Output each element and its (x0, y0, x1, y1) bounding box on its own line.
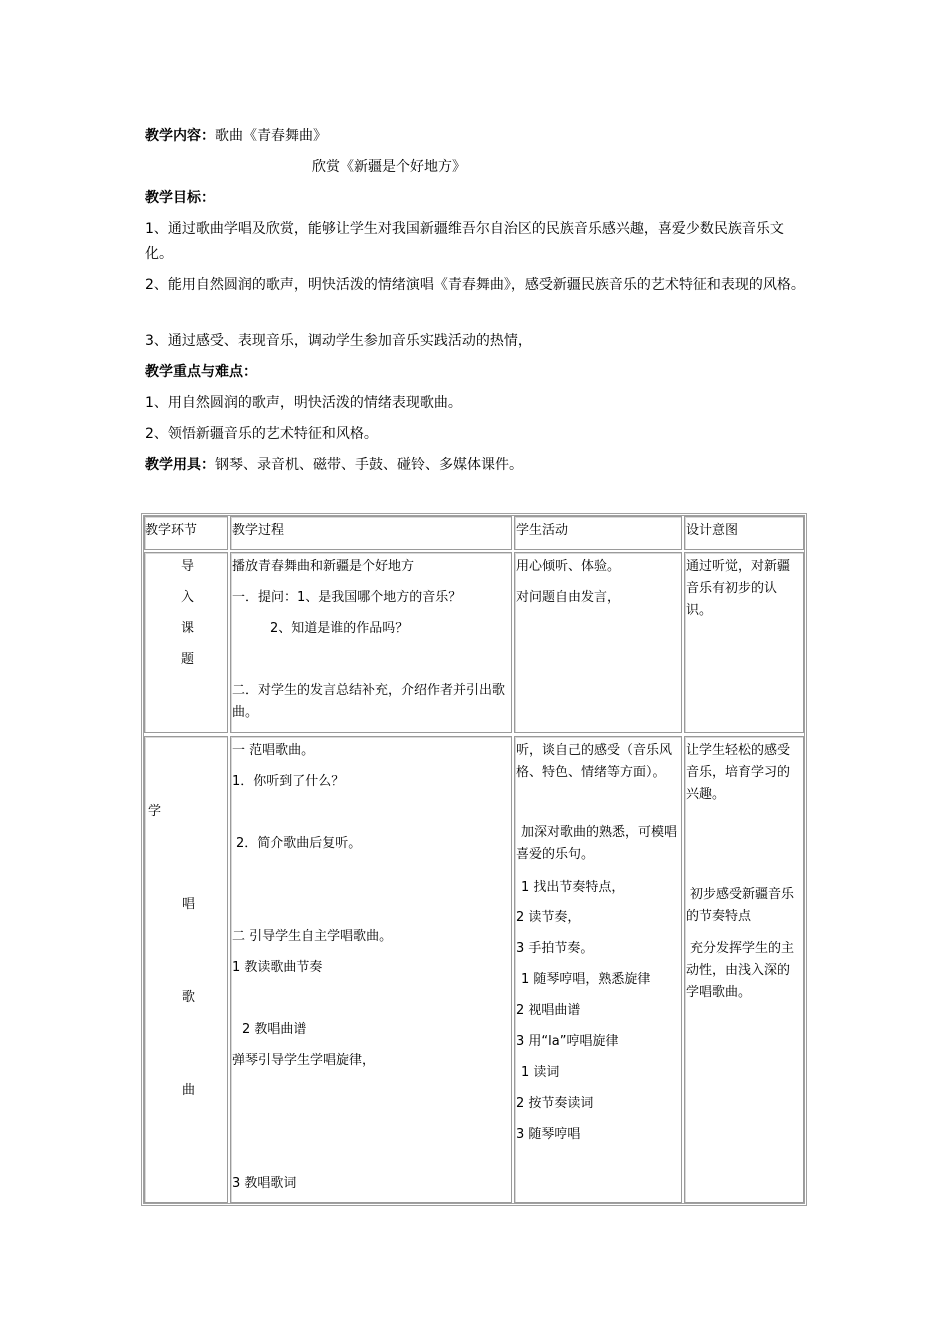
row1-process-line: 2、知道是谁的作品吗？ (270, 621, 409, 636)
row2-process-line: 2．简介歌曲后复听。 (236, 836, 362, 851)
content-value: 歌曲《青春舞曲》 (215, 128, 327, 144)
header-activity-label: 学生活动 (516, 523, 569, 538)
row2-process-line: 3 教唱歌词 (232, 1176, 297, 1191)
row1-stage-cell (144, 552, 228, 733)
goal-item-3: 3、通过感受、表现音乐，调动学生参加音乐实践活动的热情， (145, 333, 532, 349)
goal-item-1: 1、通过歌曲学唱及欣赏，能够让学生对我国新疆维吾尔自治区的民族音乐感兴趣，喜爱少数民族音乐文化。 (145, 221, 784, 262)
content-line (145, 124, 327, 149)
row2-stage-char: 学 (148, 804, 162, 819)
header-intent-label: 设计意图 (686, 523, 739, 538)
row2-activity-line: 2 读节奏， (516, 910, 581, 925)
row2-activity-line: 加深对歌曲的熟悉，可模唱喜爱的乐句。 (516, 825, 678, 862)
focus-heading: 教学重点与难点： (145, 364, 257, 380)
row2-process-line: 1．你听到了什么？ (232, 774, 345, 789)
focus-item-1: 1、用自然圆润的歌声，明快活泼的情绪表现歌曲。 (145, 395, 462, 411)
header-process-label: 教学过程 (232, 523, 285, 538)
row2-activity-line: 3 用“la”哼唱旋律 (516, 1034, 619, 1049)
tools-line (145, 453, 523, 478)
row2-process-line: 1 教读歌曲节奏 (232, 960, 323, 975)
row2-process-line: 弹琴引导学生学唱旋律， (232, 1053, 376, 1068)
focus-item-2: 2、领悟新疆音乐的艺术特征和风格。 (145, 426, 378, 442)
tools-label: 教学用具： (145, 457, 215, 473)
row2-stage-char: 曲 (182, 1083, 196, 1098)
row1-stage-char: 题 (181, 652, 195, 667)
row2-activity-line: 1 随琴哼唱，熟悉旋律 (521, 972, 651, 987)
row1-activity-line: 对问题自由发言， (516, 590, 621, 605)
row2-process-line: 2 教唱曲谱 (242, 1022, 307, 1037)
row2-activity-line: 1 找出节奏特点， (521, 880, 625, 895)
row2-process-line: 二 引导学生自主学唱歌曲。 (232, 929, 393, 944)
header-stage-label: 教学环节 (145, 523, 198, 538)
row2-activity-line: 1 读词 (521, 1065, 560, 1080)
row2-intent-text: 充分发挥学生的主动性，由浅入深的学唱歌曲。 (686, 941, 795, 1000)
row1-process-line: 一．提问：1、是我国哪个地方的音乐？ (232, 590, 462, 605)
row2-activity-line: 2 视唱曲谱 (516, 1003, 581, 1018)
row1-activity-cell (514, 552, 682, 733)
row2-stage-char: 歌 (182, 990, 196, 1005)
row1-stage-char: 导 (181, 559, 195, 574)
goal-item-2: 2、能用自然圆润的歌声，明快活泼的情绪演唱《青春舞曲》，感受新疆民族音乐的艺术特征和表现的风格。 (145, 277, 805, 293)
row1-stage-char: 入 (181, 590, 195, 605)
content-label: 教学内容： (145, 128, 215, 144)
row2-activity-line: 听，谈自己的感受（音乐风格、特色、情绪等方面）。 (516, 743, 673, 780)
row2-intent-text: 初步感受新疆音乐的节奏特点 (686, 887, 795, 924)
row2-activity-line: 2 按节奏读词 (516, 1096, 594, 1111)
row2-process-line: 一 范唱歌曲。 (232, 743, 315, 758)
row1-intent-text: 通过听觉，对新疆音乐有初步的认识。 (686, 559, 791, 618)
row2-activity-line: 3 手拍节奏。 (516, 941, 594, 956)
row1-process-line: 二．对学生的发言总结补充，介绍作者并引出歌曲。 (232, 683, 506, 720)
row2-intent-text: 让学生轻松的感受音乐，培育学习的兴趣。 (686, 743, 791, 802)
content-value-2: 欣赏《新疆是个好地方》 (312, 159, 466, 175)
row1-stage-char: 课 (181, 621, 195, 636)
tools-value: 钢琴、录音机、磁带、手鼓、碰铃、多媒体课件。 (215, 457, 523, 473)
row2-stage-char: 唱 (182, 897, 196, 912)
row2-activity-line: 3 随琴哼唱 (516, 1127, 581, 1142)
goals-heading: 教学目标： (145, 190, 215, 206)
row1-activity-line: 用心倾听、体验。 (516, 559, 621, 574)
row1-process-line: 播放青春舞曲和新疆是个好地方 (232, 559, 415, 574)
